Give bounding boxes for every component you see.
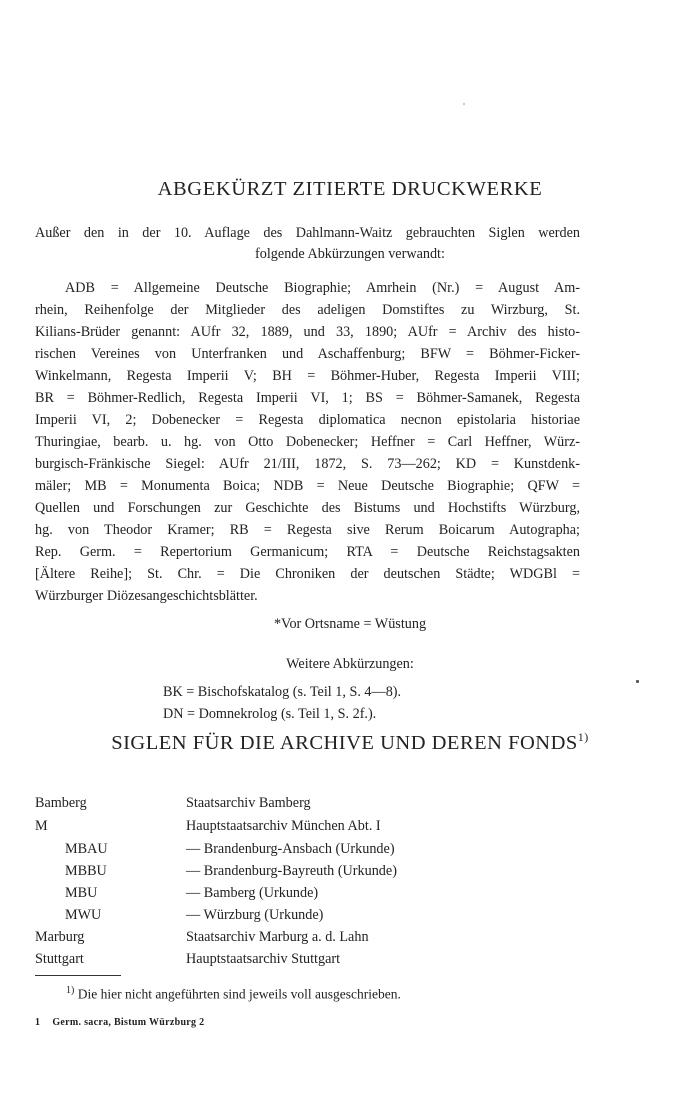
abbreviation-dn: DN = Domnekrolog (s. Teil 1, S. 2f.).	[163, 706, 377, 722]
footnote-marker: 1)	[66, 985, 75, 996]
print-speck	[463, 103, 465, 105]
body-line: Quellen und Forschungen zur Geschichte des Bistums und Hochstifts Würzburg,	[35, 500, 580, 516]
footnote	[66, 985, 401, 1003]
margin-mark	[636, 680, 639, 683]
siglum-code: MWU	[65, 907, 102, 923]
siglum-code: MBU	[65, 885, 98, 901]
siglum-name: — Brandenburg-Bayreuth (Urkunde)	[186, 863, 397, 879]
body-line: burgisch-Fränkische Siegel: AUfr 21/III, 1872, S. 73—262; KD = Kunstdenk-	[35, 456, 580, 472]
siglum-name: — Bamberg (Urkunde)	[186, 885, 319, 901]
siglum-code: Marburg	[35, 929, 85, 945]
siglum-name: Hauptstaatsarchiv Stuttgart	[186, 951, 341, 967]
siglum-code: M	[35, 818, 48, 834]
signature-line	[35, 1017, 204, 1028]
footnote-rule	[35, 975, 121, 976]
siglum-code: MBBU	[65, 863, 107, 879]
heading-abbreviated-works: ABGEKÜRZT ZITIERTE DRUCKWERKE	[157, 178, 543, 200]
siglum-code: Stuttgart	[35, 951, 84, 967]
body-line: mäler; MB = Monumenta Boica; NDB = Neue Deutsche Biographie; QFW =	[35, 478, 580, 494]
footnote-reference: 1)	[577, 730, 589, 744]
siglum-name: Staatsarchiv Marburg a. d. Lahn	[186, 929, 369, 945]
signature-number: 1	[35, 1017, 41, 1028]
wuestung-note: *Vor Ortsname = Wüstung	[273, 616, 427, 632]
body-line: rischen Vereines von Unterfranken und Aschaffenburg; BFW = Böhmer-Ficker-	[35, 346, 580, 362]
signature-title: Germ. sacra, Bistum Würzburg 2	[52, 1017, 205, 1028]
body-line: Thuringiae, bearb. u. hg. von Otto Dobenecker; Heffner = Carl Heffner, Würz-	[35, 434, 580, 450]
body-line: Kilians-Brüder genannt: AUfr 32, 1889, und 33, 1890; AUfr = Archiv des histo-	[35, 324, 580, 340]
intro-line-2: folgende Abkürzungen verwandt:	[255, 246, 445, 262]
body-line: Rep. Germ. = Repertorium Germanicum; RTA = Deutsche Reichstagsakten	[35, 544, 580, 560]
further-abbreviations-heading: Weitere Abkürzungen:	[286, 656, 414, 672]
body-line: hg. von Theodor Kramer; RB = Regesta sive Rerum Boicarum Autographa;	[35, 522, 580, 538]
body-line: ADB = Allgemeine Deutsche Biographie; Amrhein (Nr.) = August Am-	[65, 280, 580, 296]
body-line: Würzburger Diözesangeschichtsblätter.	[35, 588, 258, 604]
heading-archive-sigla	[0, 730, 700, 755]
siglum-name: — Brandenburg-Ansbach (Urkunde)	[186, 841, 395, 857]
body-line: Imperii VI, 2; Dobenecker = Regesta diplomatica necnon epistolaria historiae	[35, 412, 580, 428]
body-line: BR = Böhmer-Redlich, Regesta Imperii VI, 1; BS = Böhmer-Samanek, Regesta	[35, 390, 580, 406]
abbreviation-bk: BK = Bischofskatalog (s. Teil 1, S. 4—8).	[163, 684, 402, 700]
body-line: rhein, Reihenfolge der Mitglieder des adeligen Domstiftes zu Wirzburg, St.	[35, 302, 580, 318]
footnote-text: Die hier nicht angeführten sind jeweils voll ausgeschrieben.	[74, 986, 401, 1002]
siglum-name: — Würzburg (Urkunde)	[186, 907, 324, 923]
siglum-code: MBAU	[65, 841, 108, 857]
heading-archive-sigla-text: SIGLEN FÜR DIE ARCHIVE UND DEREN FONDS	[111, 731, 578, 754]
body-line: [Ältere Reihe]; St. Chr. = Die Chroniken der deutschen Städte; WDGBl =	[35, 566, 580, 582]
siglum-name: Staatsarchiv Bamberg	[186, 795, 311, 811]
body-line: Winkelmann, Regesta Imperii V; BH = Böhmer-Huber, Regesta Imperii VIII;	[35, 368, 580, 384]
siglum-name: Hauptstaatsarchiv München Abt. I	[186, 818, 381, 834]
intro-line-1: Außer den in der 10. Auflage des Dahlmann-Waitz gebrauchten Siglen werden	[35, 225, 580, 241]
siglum-code: Bamberg	[35, 795, 87, 811]
